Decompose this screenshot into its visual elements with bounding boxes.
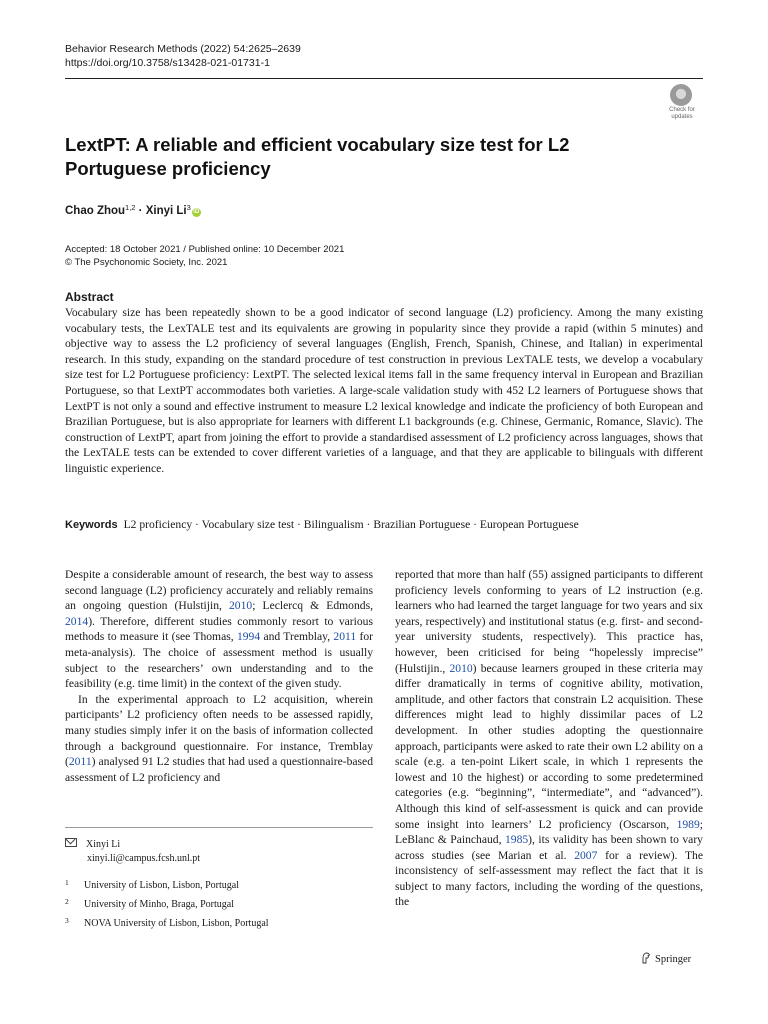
author-2-affiliation-sup: 3: [186, 203, 191, 212]
citation-link[interactable]: 1985: [504, 833, 529, 847]
corresponding-email[interactable]: xinyi.li@campus.fcsh.unl.pt: [87, 853, 201, 864]
envelope-icon: [65, 838, 77, 847]
doi-link[interactable]: https://doi.org/10.3758/s13428-021-01731-1: [65, 57, 270, 69]
affiliation-3: 3 NOVA University of Lisbon, Lisbon, Portugal: [65, 916, 269, 929]
keywords-line: [65, 517, 703, 533]
journal-header: [65, 42, 301, 70]
citation-link[interactable]: 2011: [333, 630, 357, 644]
affiliation-1: 1 University of Lisbon, Lisbon, Portugal: [65, 878, 239, 891]
author-1-affiliation-sup: 1,2: [125, 203, 136, 212]
body-column-left: [65, 567, 373, 785]
body-paragraph: reported that more than half (55) assigned participants to different proficiency levels conforming to years of L2 instruction (e.g. learners who had learned the target language for two years and six years, respectively) and institutional status (e.g. first- and second-year university students, respectively). This practice has, however, been criticised for being “hopelessly imprecise” (Hulstijin., 2010) because learners grouped in these criteria may differ dramatically in terms of cognitive ability, motivation, amplitude, and other factors that constrain L2 acquisition. These differences might lead to highly dissimilar paces of L2 development. In other studies adopting the questionnaire approach, participants were asked to rate their own L2 ability on a scale (e.g. a ten-point Likert scale, in which 1 represents the lowest and 10 the highest) or according to some predetermined categories (e.g. “beginning”, “intermediate”, and “advanced”). Although this kind of self-assessment is quick and can provide some insight into learners’ L2 proficiency (Oscarson, 1989; LeBlanc & Painchaud, 1985), its validity has been shown to vary across studies (see Marian et al. 2007 for a review). The inconsistency of self-assessment may reflect the fact that it is subject to many factors, including the wording of the questions, the: [395, 568, 703, 909]
header-rule: [65, 78, 703, 79]
crossmark-icon: [670, 84, 692, 106]
springer-horse-icon: [641, 952, 651, 964]
orcid-icon[interactable]: iD: [193, 209, 200, 215]
citation-link[interactable]: 2010: [229, 599, 253, 613]
corresponding-author: [65, 838, 200, 866]
citation-link[interactable]: 2007: [574, 848, 598, 862]
author-2-name[interactable]: Xinyi Li: [145, 205, 187, 217]
badge-label: Check for updates: [669, 107, 695, 120]
keywords-text: L2 proficiency · Vocabulary size test · Bilingualism · Brazilian Portuguese · European Portuguese: [123, 518, 579, 531]
citation-link[interactable]: 2014: [65, 614, 89, 628]
publisher-logo: [641, 952, 691, 965]
abstract-heading: Abstract: [65, 290, 114, 304]
citation-link[interactable]: 2011: [68, 755, 92, 769]
article-dates: [65, 243, 344, 269]
body-paragraph: In the experimental approach to L2 acquisition, wherein participants’ L2 proficiency often needs to be assessed rapidly, many studies simply infer it on the basis of information collected through a background questionnaire. For instance, Tremblay (2011) analysed 91 L2 studies that had used a questionnaire-based assessment of L2 proficiency and: [65, 692, 373, 784]
copyright-line: © The Psychonomic Society, Inc. 2021: [65, 257, 228, 268]
citation-link[interactable]: 1994: [236, 630, 261, 644]
author-separator: ·: [135, 205, 146, 217]
check-for-updates-badge[interactable]: [662, 84, 704, 124]
journal-citation: Behavior Research Methods (2022) 54:2625–2639: [65, 43, 301, 55]
publisher-name: Springer: [655, 954, 692, 965]
footnote-rule: [65, 827, 373, 828]
corresponding-name: Xinyi Li: [86, 839, 121, 850]
keywords-label: Keywords: [65, 519, 118, 531]
body-paragraph: Despite a considerable amount of research, the best way to assess second language (L2) proficiency accurately and reliably remains an ongoing question (Hulstijin, 2010; Leclercq & Edmonds, 2014). Therefore, different studies commonly resort to various methods to measure it (see Thomas, 1994 and Tremblay, 2011 for meta-analysis). The choice of assessment method is usually subject to the researchers’ own understanding and to the feasibility (e.g. time limit) in the context of the given study.: [65, 568, 374, 691]
body-column-right: [395, 567, 703, 910]
affiliation-2: 2 University of Minho, Braga, Portugal: [65, 897, 234, 910]
citation-link[interactable]: 2010: [449, 661, 473, 675]
paper-title: LextPT: A reliable and efficient vocabulary size test for L2 Portuguese proficiency: [65, 134, 570, 179]
citation-link[interactable]: 1989: [676, 817, 700, 831]
author-1-name[interactable]: Chao Zhou: [65, 205, 126, 217]
author-line: [65, 203, 201, 217]
dates-line: Accepted: 18 October 2021 / Published online: 10 December 2021: [65, 244, 345, 255]
abstract-text: Vocabulary size has been repeatedly shown to be a good indicator of second language (L2) proficiency. Among the many existing vocabulary tests, the LexTALE test and its equivalents are growing in popularity since they provide a rapid (within 5 minutes) and objective way to assess the L2 proficiency of several languages (English, French, Spanish, Chinese, and Italian) in experimental research. In this study, expanding on the standard procedure of test construction in previous LexTALE tests, we develop a vocabulary size test for L2 Portuguese proficiency: LextPT. The selected lexical items fall in the same frequency interval in European and Brazilian Portuguese, so that LextPT accommodates both varieties. A large-scale validation study with 452 L2 learners of Portuguese shows that LextPT is not only a sound and effective instrument to measure L2 lexical knowledge and indicate the proficiency of both European and Brazilian Portuguese, but is also appropriate for learners with different L1 backgrounds (e.g. Chinese, Germanic, Romance, Slavic). The construction of LextPT, apart from joining the effort to provide a standardised assessment of L2 proficiency across languages, shows that the LexTALE tests can be extended to cover different varieties of a language, and that they are applicable to bilinguals with different linguistic experience.: [65, 306, 703, 475]
